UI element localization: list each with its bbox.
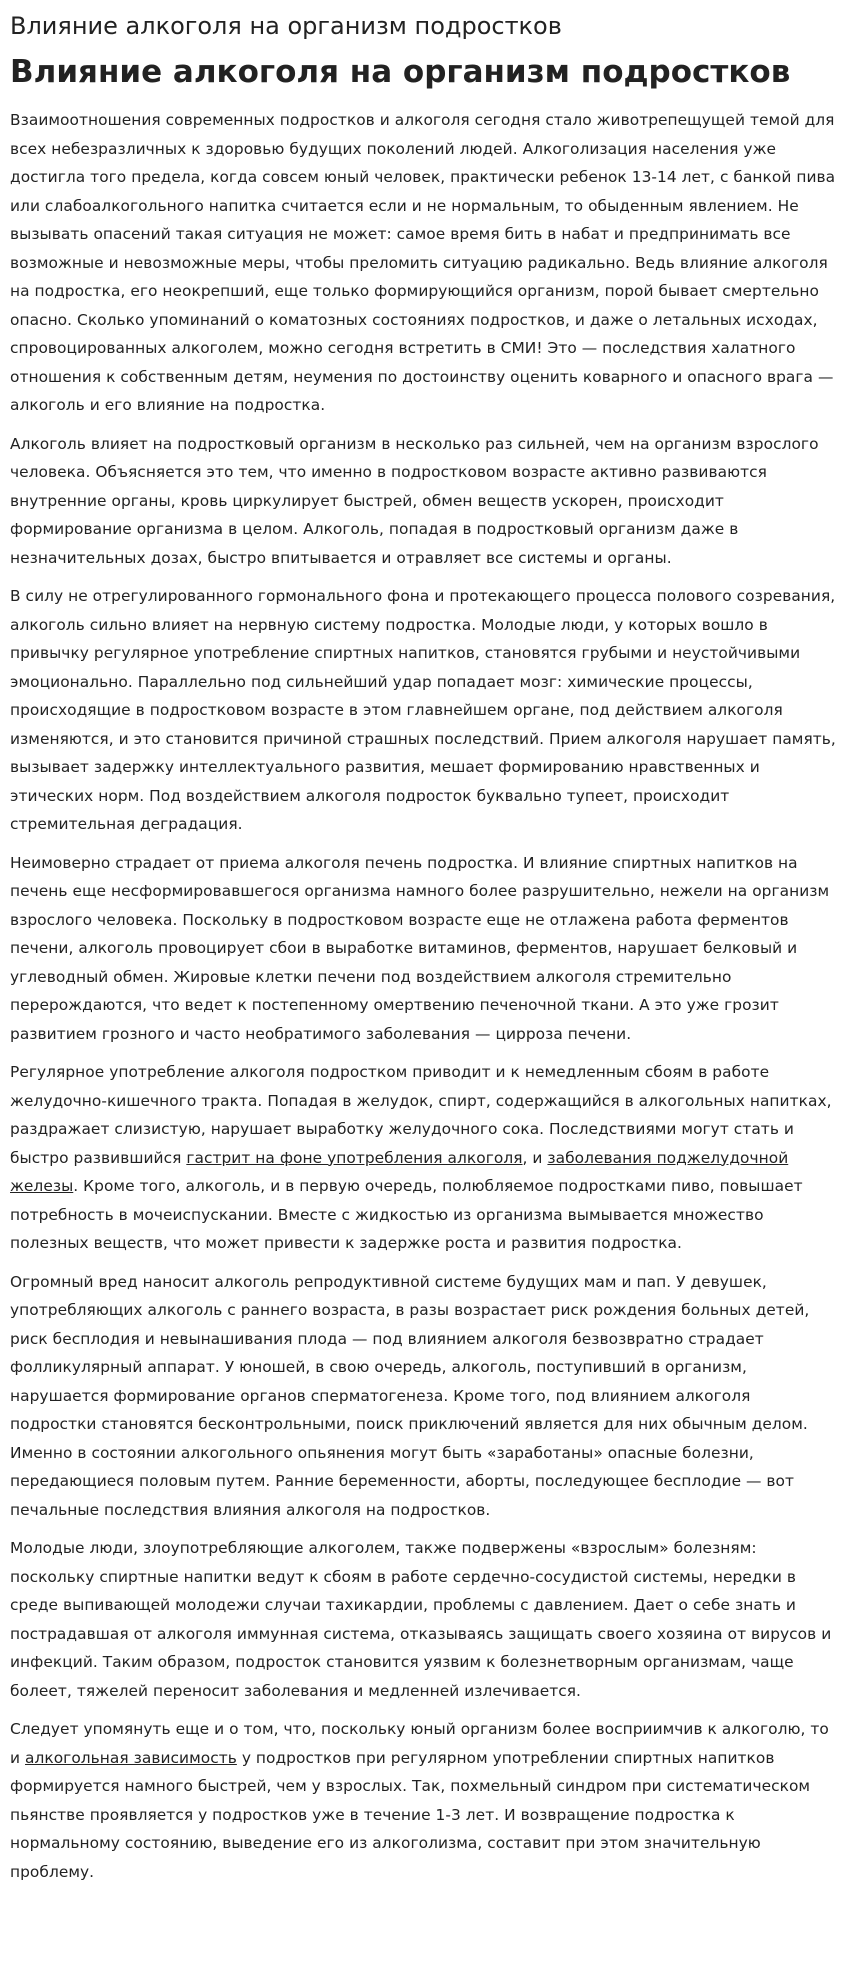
paragraph-dependence-text-1: Следует упомянуть еще и о том, что, поскольку юный организм более восприимчив к алкоголю, то и: [10, 1720, 829, 1767]
article-heading: Влияние алкоголя на организм подростков: [10, 54, 791, 90]
paragraph-nervous-system: В силу не отрегулированного гормонального фона и протекающего процесса полового созревания, алкоголь сильно влияет на нервную систему подростка. Молодые люди, у которых вошло в привычку регулярное употребление спиртных напитков, становятся грубыми и неустойчивыми эмоционально. Параллельно под сильнейший удар попадает мозг: химические процессы, происходящие в подростковом возрасте в этом главнейшем органе, под действием алкоголя изменяются, и это становится причиной страшных последствий. Прием алкоголя нарушает память, вызывает задержку интеллектуального развития, мешает формированию нравственных и этических норм. Под воздействием алкоголя подросток буквально тупеет, происходит стремительная деградация.: [10, 587, 836, 833]
gastritis-link[interactable]: гастрит на фоне употребления алкоголя: [186, 1148, 523, 1167]
alcohol-dependence-link[interactable]: алкогольная зависимость: [25, 1748, 237, 1767]
paragraph-reproductive: Огромный вред наносит алкоголь репродуктивной системе будущих мам и пап. У девушек, употребляющих алкоголь с раннего возраста, в разы возрастает риск рождения больных детей, риск бесплодия и невынашивания плода — под влиянием алкоголя безвозвратно страдает фолликулярный аппарат. У юношей, в свою очередь, алкоголь, поступивший в организм, нарушается формирование органов сперматогенеза. Кроме того, под влиянием алкоголя подростки становятся бесконтрольными, поиск приключений является для них обычным делом. Именно в состоянии алкогольного опьянения могут быть «заработаны» опасные болезни, передающиеся половым путем. Ранние беременности, аборты, последующее бесплодие — вот печальные последствия влияния алкоголя на подростков.: [10, 1272, 810, 1519]
paragraph-intro: Взаимоотношения современных подростков и алкоголя сегодня стало животрепещущей темой для всех небезразличных к здоровью будущих поколений людей. Алкоголизация населения уже достигла того предела, когда совсем юный человек, практически ребенок 13-14 лет, с банкой пива или слабоалкогольного напитка считается если и не нормальным, то обыденным явлением. Не вызывать опасений такая ситуация не может: самое время бить в набат и предпринимать все возможные и невозможные меры, чтобы преломить ситуацию радикально. Ведь влияние алкоголя на подростка, его неокрепший, еще только формирующийся организм, порой бывает смертельно опасно. Сколько упоминаний о коматозных состояниях подростков, и даже о летальных исходах, спровоцированных алкоголем, можно сегодня встретить в СМИ! Это — последствия халатного отношения к собственным детям, неумения по достоинству оценить коварного и опасного врага — алкоголь и его влияние на подростка.: [10, 111, 836, 414]
pancreas-diseases-link[interactable]: заболевания поджелудочной железы: [10, 1148, 789, 1195]
paragraph-digestive-text-2: , и: [522, 1148, 548, 1167]
paragraph-digestive: [10, 1058, 837, 1258]
document-title: Влияние алкоголя на организм подростков: [10, 12, 562, 40]
paragraph-digestive-text-3: . Кроме того, алкоголь, и в первую очередь, полюбляемое подростками пиво, повышает потребность в мочеиспускании. Вместе с жидкостью из организма вымывается множество полезных веществ, что может привести к задержке роста и развития подростка.: [10, 1177, 803, 1252]
paragraph-dependence: [10, 1715, 837, 1886]
paragraph-digestive-text-1: Регулярное употребление алкоголя подростком приводит и к немедленным сбоям в работе желудочно-кишечного тракта. Попадая в желудок, спирт, содержащийся в алкогольных напитках, раздражает слизистую, нарушает выработку желудочного сока. Последствиями могут стать и быстро развившийся: [10, 1063, 832, 1167]
paragraph-cardio-immune: Молодые люди, злоупотребляющие алкоголем, также подвержены «взрослым» болезням: поскольку спиртные напитки ведут к сбоям в работе сердечно-сосудистой системы, нередки в среде выпивающей молодежи случаи тахикардии, проблемы с давлением. Дает о себе знать и пострадавшая от алкоголя иммунная система, отказываясь защищать своего хозяина от вирусов и инфекций. Таким образом, подросток становится уязвим к болезнетворным организмам, чаще болеет, тяжелей переносит заболевания и медленней излечивается.: [10, 1539, 832, 1700]
paragraph-dependence-text-2: у подростков при регулярном употреблении спиртных напитков формируется намного быстрей, чем у взрослых. Так, похмельный синдром при систематическом пьянстве проявляется у подростков уже в течение 1-3 лет. И возвращение подростка к нормальному состоянию, выведение его из алкоголизма, составит при этом значительную проблему.: [10, 1748, 811, 1881]
paragraph-organism-impact: Алкоголь влияет на подростковый организм в несколько раз сильней, чем на организм взрослого человека. Объясняется это тем, что именно в подростковом возрасте активно развиваются внутренние органы, кровь циркулирует быстрей, обмен веществ ускорен, происходит формирование организма в целом. Алкоголь, попадая в подростковый организм даже в незначительных дозах, быстро впитывается и отравляет все системы и органы.: [10, 434, 819, 567]
paragraph-liver: Неимоверно страдает от приема алкоголя печень подростка. И влияние спиртных напитков на печень еще несформировавшегося организма намного более разрушительно, нежели на организм взрослого человека. Поскольку в подростковом возрасте еще не отлажена работа ферментов печени, алкоголь провоцирует сбои в выработке витаминов, ферментов, нарушает белковый и углеводный обмен. Жировые клетки печени под воздействием алкоголя стремительно перерождаются, что ведет к постепенному омертвению печеночной ткани. А это уже грозит развитием грозного и часто необратимого заболевания — цирроза печени.: [10, 853, 830, 1043]
